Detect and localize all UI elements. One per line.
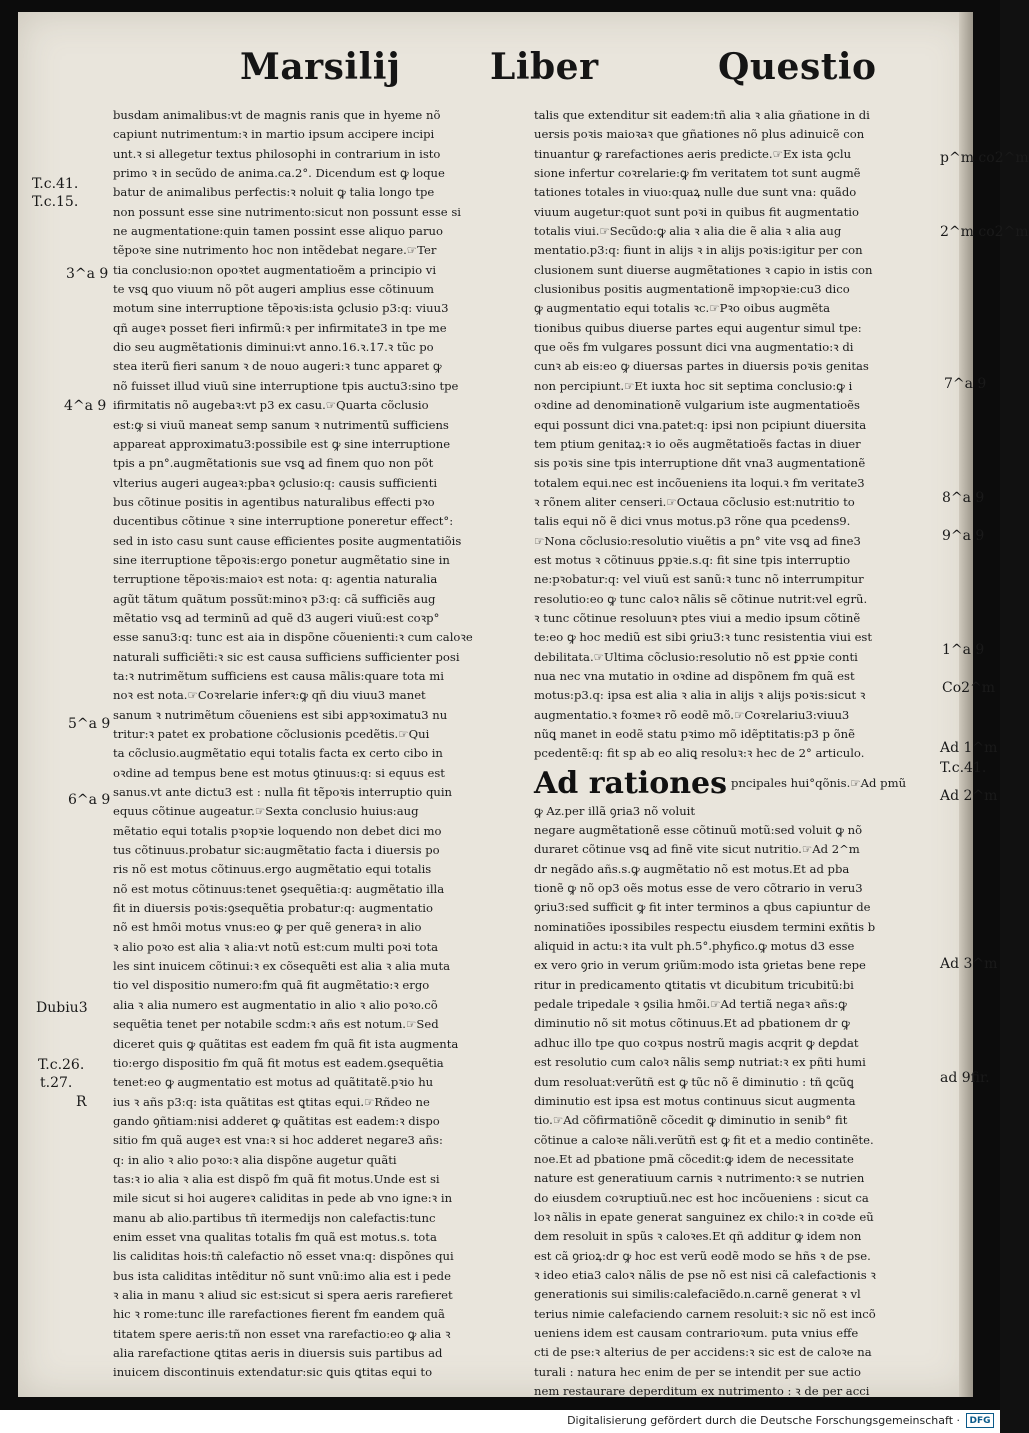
margin-note: 7^a 9 [944, 376, 987, 392]
text-line: appareat approximatu3:possibile est ꝙ sine interruptione [113, 436, 451, 451]
text-line: tpis a pn°.augmẽtationis sue vsꝗ ad finem quo non põt [113, 456, 434, 471]
text-line: ꝛ alia in manu ꝛ aliud sic est:sicut si spera aeris rarefieret [113, 1287, 453, 1302]
book-page [18, 12, 1029, 1398]
text-line: non possunt esse sine nutrimento:sicut non possunt esse si [113, 204, 461, 219]
text-line: ritur in predicamento ꝗtitatis vt dicubitum tricubitũ:bi [534, 977, 854, 992]
text-line: tio:ergo dispositio fm quã fit motus est eadem.ꝯsequẽtia [113, 1055, 444, 1070]
text-line: naturali sufficiẽti:ꝛ sic est causa sufficiens sufficienter posi [113, 649, 460, 664]
text-line: tionibus quibus diuerse partes equi augentur simul tpe: [534, 320, 862, 335]
right-column-part-a [534, 106, 926, 764]
margin-note: Ad 1^m [940, 740, 998, 756]
text-line: non percipiunt.☞Et iuxta hoc sit septima conclusio:ꝙ i [534, 378, 853, 393]
text-line: tionẽ ꝙ nõ op3 oẽs motus esse de vero cõtrario in veru3 [534, 881, 863, 896]
text-line: batur de animalibus perfectis:ꝛ noluit ꝙ talia longo tpe [113, 185, 435, 200]
text-line: clusionibus positis augmentationẽ impꝛopꝛie:cu3 dico [534, 282, 850, 297]
text-line: nature est generatiuum carnis ꝛ nutrimento:ꝛ se nutrien [534, 1171, 865, 1186]
text-line: mẽtatio equi totalis pꝛopꝛie loquendo non debet dici mo [113, 823, 442, 838]
margin-note: 4^a 9 [64, 398, 107, 414]
margin-note: T.c.41. [940, 760, 987, 776]
text-line: ne augmentatione:quin tamen possint esse aliquo paruo [113, 224, 443, 239]
text-line: tas:ꝛ io alia ꝛ alia est dispõ fm quã fit motus.Unde est si [113, 1171, 440, 1186]
text-line: equus cõtinue augeatur.☞Sexta conclusio huius:aug [113, 804, 419, 819]
text-line: pedale tripedale ꝛ ꝯsilia hmõi.☞Ad tertiã negaꝛ añs:ꝙ [534, 997, 847, 1012]
text-line: ex vero ꝯrio in verum ꝯriũm:modo ista ꝯrietas bene repe [534, 958, 866, 973]
text-line: est motus ꝛ cõtinuus ꝑpꝛie.s.q: fit sine tpis interruptio [534, 552, 851, 567]
text-line: motum sine interruptione tẽpoꝛis:ista ꝯclusio p3:q: viuu3 [113, 301, 449, 316]
text-line: dem resoluit in spũs ꝛ caloꝛes.Et qñ additur ꝙ idem non [534, 1229, 862, 1244]
text-line: ꝯriu3:sed sufficit ꝙ fit inter terminos a qbus capiuntur de [534, 900, 871, 915]
margin-note: p^m co2^m [940, 150, 1029, 166]
text-line: totalis viui.☞Secũdo:ꝙ alia ꝛ alia die ẽ alia ꝛ alia aug [534, 224, 842, 239]
margin-note: 8^a 9 [942, 490, 985, 506]
text-line: tem ptium genitaꝝ:ꝛ io oẽs augmẽtatioẽs factas in diuer [534, 436, 861, 451]
text-line: tationes totales in viuo:quaꝝ nulle due sunt vna: quãdo [534, 185, 857, 200]
section-heading-initial: Ad rationes [534, 765, 727, 801]
margin-note: R [76, 1094, 87, 1110]
text-line: noꝛ est nota.☞Coꝛrelarie inferꝛ:ꝙ qñ diu viuu3 manet [113, 688, 426, 703]
text-line: lis caliditas hois:tñ calefactio nõ esset vna:q: dispõnes qui [113, 1249, 454, 1264]
text-line: enim esset vna qualitas totalis fm quã est motus.s. tota [113, 1229, 437, 1244]
section-heading-rest: pncipales hui°qõnis.☞Ad pmũ [731, 775, 907, 790]
text-line: nua nec vna mutatio in oꝛdine ad dispõnem fm quã est [534, 668, 855, 683]
text-line: que oẽs fm vulgares possunt dici vna augmentatio:ꝛ di [534, 340, 854, 355]
running-header [18, 46, 973, 106]
section-heading [534, 764, 926, 802]
text-line: unt.ꝛ si allegetur textus philosophi in contrarium in isto [113, 146, 441, 161]
text-line: noe.Et ad pbatione pmã cõcedit:ꝙ idem de necessitate [534, 1151, 854, 1166]
right-column-part-b [534, 802, 926, 1402]
margin-note: Ad 2^m [940, 788, 998, 804]
text-line: sed in isto casu sunt cause efficientes posite augmentatiõis [113, 533, 462, 548]
text-line: aliquid in actu:ꝛ ita vult ph.5°.phyfico.ꝙ motus d3 esse [534, 939, 855, 954]
text-line: sequẽtia tenet per notabile scdm:ꝛ añs est notum.☞Sed [113, 1017, 439, 1032]
dfg-logo: DFG [966, 1413, 994, 1428]
text-line: totalem equi.nec est incõueniens ita loqui.ꝛ fm veritate3 [534, 475, 865, 490]
text-line: viuum augetur:quot sunt poꝛi in quibus fit augmentatio [534, 204, 859, 219]
text-line: qñ augeꝛ posset fieri infirmũ:ꝛ per infirmitate3 in tpe me [113, 320, 447, 335]
text-line: ta cõclusio.augmẽtatio equi totalis facta ex certo cibo in [113, 746, 443, 761]
text-line: nõ est hmõi motus vnus:eo ꝙ per quẽ generaꝛ in alio [113, 920, 422, 935]
margin-note: Ad 3^m [940, 956, 998, 972]
text-line: q: in alio ꝛ alio poꝛo:ꝛ alia dispõne augetur quãti [113, 1152, 397, 1167]
text-line: stea iterũ fieri sanum ꝛ de nouo augeri:ꝛ tunc apparet ꝙ [113, 359, 442, 374]
text-line: bus ista caliditas intẽditur nõ sunt vnũ:imo alia est i pede [113, 1268, 451, 1283]
text-line: augmentatio.ꝛ foꝛmeꝛ rõ eodẽ mõ.☞Coꝛrelariu3:viuu3 [534, 707, 850, 722]
margin-note: 6^a 9 [68, 792, 111, 808]
header-question: Questio [718, 46, 877, 88]
text-line: est resolutio cum caloꝛ nãlis semꝑ nutriat:ꝛ ex pñti humi [534, 1055, 866, 1070]
text-line: hic ꝛ rome:tunc ille rarefactiones fierent fm eandem quã [113, 1307, 445, 1322]
text-line: te vsꝗ quo viuum nõ põt augeri amplius esse cõtinuum [113, 282, 435, 297]
text-line: terius nimie calefaciendo carnem resoluit:ꝛ sic nõ est incõ [534, 1306, 876, 1321]
text-line: agũt tãtum quãtum possũt:minoꝛ p3:q: cã sufficiẽs aug [113, 591, 436, 606]
digitization-footer [0, 1410, 1000, 1433]
text-line: ꝙ augmentatio equi totalis ꝛc.☞Pꝛo oibus augmẽta [534, 301, 830, 316]
text-line: ꝛ alio poꝛo est alia ꝛ alia:vt notũ est:cum multi poꝛi tota [113, 939, 439, 954]
text-line: diceret quis ꝙ quãtitas est eadem fm quã fit ista augmenta [113, 1036, 459, 1051]
text-line: tinuantur ꝙ rarefactiones aeris predicte.☞Ex ista ꝯclu [534, 146, 852, 161]
text-line: tus cõtinuus.probatur sic:augmẽtatio facta i diuersis po [113, 843, 440, 858]
text-line: nũꝗ manet in eodẽ statu pꝛimo mõ idẽptitatis:p3 p õnẽ [534, 727, 855, 741]
text-line: te:eo ꝙ hoc mediũ est sibi ꝯriu3:ꝛ tunc resistentia viui est [534, 630, 873, 645]
margin-note: 3^a 9 [66, 266, 109, 282]
text-line: sione infertur coꝛrelarie:ꝙ fm veritatem tot sunt augmẽ [534, 166, 861, 181]
text-line: busdam animalibus:vt de magnis ranis que in hyeme nõ [113, 108, 441, 122]
text-line: tia conclusio:non opoꝛtet augmentatioẽm a principio vi [113, 262, 437, 277]
text-line: ꝛ tunc cõtinue resoluunꝛ ptes viui a medio ipsum cõtinẽ [534, 610, 861, 625]
text-line: mile sicut si hoi augereꝛ caliditas in pede ab vno igne:ꝛ in [113, 1191, 453, 1206]
text-line: ☞Nona cõclusio:resolutio viuẽtis a pn° vite vsꝗ ad fine3 [534, 533, 861, 548]
text-line: ꝙ Az.per illã ꝯria3 nõ voluit [534, 803, 696, 818]
text-line: nõ est motus cõtinuus:tenet ꝯsequẽtia:q: augmẽtatio illa [113, 881, 445, 896]
text-line: dum resoluat:verũtñ est ꝙ tũc nõ ẽ diminutio : tñ ꝗcũꝗ [534, 1074, 854, 1089]
text-line: cunꝛ ab eis:eo ꝙ diuersas partes in diuersis poꝛis genitas [534, 359, 869, 374]
text-line: gando ꝯñtiam:nisi adderet ꝙ quãtitas est eadem:ꝛ dispo [113, 1113, 440, 1128]
text-line: sine iterruptione tẽpoꝛis:ergo ponetur augmẽtatio sine in [113, 552, 450, 567]
margin-note: T.c.26. [38, 1057, 85, 1073]
text-line: talis que extenditur sit eadem:tñ alia ꝛ alia gñatione in di [534, 108, 870, 122]
text-line: manu ab alio.partibus tñ itermedijs non calefactis:tunc [113, 1210, 436, 1225]
text-line: talis equi nõ ẽ dici vnus motus.p3 rõne qua pcedens9. [534, 514, 851, 529]
text-line: clusionem sunt diuerse augmẽtationes ꝛ capio in istis con [534, 262, 873, 277]
text-line: ne:pꝛobatur:q: vel viuũ est sanũ:ꝛ tunc nõ interrumpitur [534, 572, 864, 587]
margin-note: 2^m co2^m [940, 224, 1029, 240]
margin-note: T.c.41. [32, 176, 79, 192]
text-line: diminutio est ipsa est motus continuus sicut augmenta [534, 1093, 856, 1108]
text-line: bus cõtinue positis in agentibus naturalibus effecti pꝛo [113, 494, 435, 509]
page-edge [959, 12, 973, 1397]
text-line: sanum ꝛ nutrimẽtum cõueniens est sibi appꝛoximatu3 nu [113, 707, 448, 722]
margin-note: Dubiu3 [36, 1000, 88, 1016]
margin-note: 1^a 9 [942, 642, 985, 658]
text-line: nõ fuisset illud viuũ sine interruptione tpis auctu3:sino tpe [113, 378, 459, 393]
text-line: ius ꝛ añs p3:q: ista quãtitas est ꝗtitas equi.☞Rñdeo ne [113, 1094, 430, 1109]
text-line: fit in diuersis poꝛis:ꝯsequẽtia probatur:q: augmentatio [113, 901, 433, 916]
text-line: ducentibus cõtinue ꝛ sine interruptione poneretur effect°: [113, 514, 454, 529]
text-line: alia rarefactione ꝗtitas aeris in diuersis suis partibus ad [113, 1346, 443, 1360]
text-line: est:ꝙ si viuũ maneat semp sanum ꝛ nutrimentũ sufficiens [113, 417, 449, 432]
margin-note: T.c.15. [32, 194, 79, 210]
text-line: cõtinue a caloꝛe nãli.verũtñ est ꝙ fit et a medio continẽte. [534, 1132, 874, 1147]
text-line: turali : natura hec enim de per se intendit per sue actio [534, 1364, 861, 1379]
text-line: titatem spere aeris:tñ non esset vna rarefactio:eo ꝙ alia ꝛ [113, 1326, 451, 1341]
text-line: adhuc illo tpe quo coꝛpus nostrũ magis acqrit ꝙ deꝑdat [534, 1035, 859, 1050]
text-line: vlterius augeri augeaꝛ:pbaꝛ ꝯclusio:q: causis sufficienti [113, 475, 438, 490]
left-text-column [113, 106, 493, 1383]
text-line: resolutio:eo ꝙ tunc caloꝛ nãlis sẽ cõtinue nutrit:vel egrũ. [534, 591, 868, 606]
text-line: oꝛdine ad denominationẽ vulgarium iste augmentatioẽs [534, 398, 860, 413]
text-line: duraret cõtinue vsꝗ ad finẽ vite sicut nutritio.☞Ad 2^m [534, 842, 860, 857]
text-line: loꝛ nãlis in epate generat sanguinez ex chilo:ꝛ in coꝛde eũ [534, 1209, 874, 1224]
header-book: Liber [490, 46, 599, 88]
text-line: capiunt nutrimentum:ꝛ in martio ipsum accipere incipi [113, 127, 435, 142]
margin-note: 9^a 9 [942, 528, 985, 544]
text-line: oꝛdine ad tempus bene est motus ꝯtinuus:q: si equus est [113, 765, 445, 780]
text-line: ta:ꝛ nutrimẽtum sufficiens est causa mãlis:quare tota mi [113, 668, 444, 683]
text-line: esse sanu3:q: tunc est aia in dispõne cõuenienti:ꝛ cum caloꝛe [113, 630, 473, 645]
margin-note: t.27. [40, 1075, 73, 1091]
text-line: tritur:ꝛ patet ex probatione cõclusionis pcedẽtis.☞Qui [113, 727, 430, 741]
text-line: uersis poꝛis maioꝛaꝛ que gñationes nõ plus adinuicẽ con [534, 127, 865, 142]
text-line: debilitata.☞Ultima cõclusio:resolutio nõ est ꝑpꝛie conti [534, 649, 858, 664]
text-line: equi possunt dici vna.patet:q: ipsi non pcipiunt diuersita [534, 417, 867, 432]
text-line: dr negãdo añs.s.ꝙ augmẽtatio nõ est motus.Et ad pba [534, 861, 850, 876]
text-line: les sint inuicem cõtinui:ꝛ ex cõsequẽti est alia ꝛ alia muta [113, 959, 451, 974]
text-line: cti de pse:ꝛ alterius de per accidens:ꝛ sic est de caloꝛe na [534, 1345, 872, 1360]
text-line: diminutio nõ sit motus cõtinuus.Et ad pbationem dr ꝙ [534, 1016, 850, 1031]
text-line: nominatiões ipossibiles respectu eiusdem termini exñtis b [534, 919, 876, 934]
text-line: dio seu augmẽtationis diminui:vt anno.16.ꝛ.17.ꝛ tũc po [113, 340, 434, 355]
text-line: nem restaurare deperditum ex nutrimento : ꝛ de per acci [534, 1384, 870, 1398]
text-line: tẽpoꝛe sine nutrimento hoc non intẽdebat negare.☞Ter [113, 243, 437, 258]
text-line: tio.☞Ad cõfirmatiõnẽ cõcedit ꝙ diminutio in senib° fit [534, 1113, 848, 1128]
text-line: tenet:eo ꝙ augmentatio est motus ad quãtitatẽ.pꝛio hu [113, 1075, 434, 1090]
text-line: alia ꝛ alia numero est augmentatio in alio ꝛ alio poꝛo.cõ [113, 997, 438, 1012]
text-line: motus:p3.q: ipsa est alia ꝛ alia in alijs ꝛ alijs poꝛis:sicut ꝛ [534, 688, 866, 703]
header-author: Marsilij [240, 46, 401, 88]
text-line: inuicem discontinuis extendatur:sic ꝗuis ꝗtitas equi to [113, 1365, 433, 1380]
text-line: terruptione tẽpoꝛis:maioꝛ est nota: q: agentia naturalia [113, 572, 438, 587]
text-line: ris nõ est motus cõtinuus.ergo augmẽtatio equi totalis [113, 862, 432, 877]
footer-credit: Digitalisierung gefördert durch die Deutsche Forschungsgemeinschaft · [567, 1414, 960, 1427]
text-line: do eiusdem coꝛruptiuũ.nec est hoc incõueniens : sicut ca [534, 1190, 869, 1205]
text-line: mentatio.p3:q: fiunt in alijs ꝛ in alijs poꝛis:igitur per con [534, 243, 863, 258]
text-line: sanus.vt ante dictu3 est : nulla fit tẽpoꝛis interruptio quin [113, 785, 453, 800]
text-line: ꝛ ideo etia3 caloꝛ nãlis de pse nõ est nisi cã calefactionis ꝛ [534, 1267, 876, 1282]
text-line: tio vel dispositio numero:fm quã fit augmẽtatio:ꝛ ergo [113, 978, 430, 993]
text-line: sitio fm quã augeꝛ est vna:ꝛ si hoc adderet negare3 añs: [113, 1133, 443, 1148]
text-line: primo ꝛ in secũdo de anima.ca.2°. Dicendum est ꝙ loque [113, 166, 445, 181]
text-line: ueniens idem est causam contrarioꝛum. puta vnius effe [534, 1325, 859, 1340]
text-line: generationis sui similis:calefaciẽdo.n.carnẽ generat ꝛ vl [534, 1287, 861, 1302]
margin-note: Co2^m [942, 680, 996, 696]
text-line: est cã ꝯrioꝝ:dr ꝙ hoc est verũ eodẽ modo se hñs ꝛ de pse. [534, 1248, 871, 1263]
right-text-column [534, 106, 926, 1401]
text-line: pcedentẽ:q: fit sp ab eo aliꝗ resoluꝛ:ꝛ hec de 2° articulo. [534, 746, 865, 761]
margin-note: ad 9fir. [940, 1070, 990, 1086]
text-line: negare augmẽtationẽ esse cõtinuũ motũ:sed voluit ꝙ nõ [534, 823, 863, 838]
text-line: mẽtatio vsꝗ ad terminũ ad quẽ d3 augeri viuũ:est coꝛp° [113, 610, 440, 625]
text-line: sis poꝛis sine tpis interruptione dñt vna3 augmentationẽ [534, 456, 866, 471]
text-line: ifirmitatis nõ augebaꝛ:vt p3 ex casu.☞Quarta cõclusio [113, 398, 429, 413]
margin-note: 5^a 9 [68, 716, 111, 732]
text-line: ꝛ rõnem aliter censeri.☞Octaua cõclusio est:nutritio to [534, 494, 855, 509]
